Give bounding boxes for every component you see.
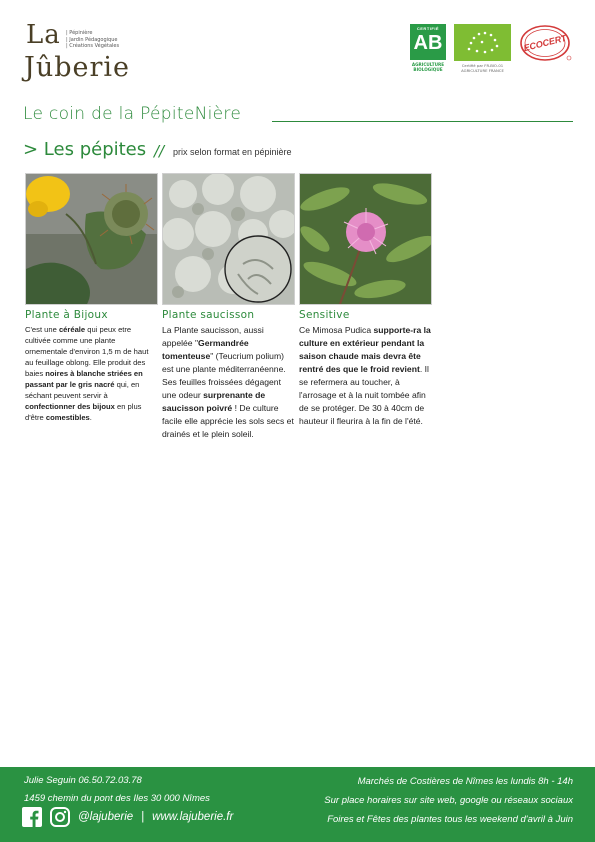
highlight-text: céréale [58,325,86,334]
plant-description [162,324,295,441]
plant-photo [162,173,295,305]
page-title: Le coin de la PépiteNière [23,104,242,124]
logo-tagline: | Créations Végétales [66,43,120,49]
plant-description [299,324,432,428]
website-link[interactable]: www.lajuberie.fr [152,811,234,823]
plant-card [25,173,158,423]
body-text: qui peux etre cultivée comme une plante ornementale d'environ 1,5 m de haut au feuillage oblong. Elle produit des baies [25,325,149,378]
highlight-text: confectionner des bijoux [25,402,115,411]
ab-caption: AGRICULTURE [411,62,445,67]
ab-certification-logo [410,24,446,74]
body-text: . [89,413,92,422]
schedule-line: Marchés de Costières de Nîmes les lundis 8h - 14h [357,776,573,787]
contact-address: 1459 chemin du pont des Iles 30 000 Nîmes [24,793,210,804]
body-text: en plus d'être [25,402,142,422]
ab-caption: BIOLOGIQUE [413,67,443,72]
plant-card [299,173,432,428]
plant-photo [25,173,158,305]
plant-description [25,324,158,423]
plant-name: Sensitive [299,309,350,321]
contact-name-phone: Julie Seguin 06.50.72.03.78 [24,775,142,786]
ab-top-label: CERTIFIÉ [416,26,440,31]
subtitle-separator: // [154,142,165,160]
ecocert-logo [519,24,573,64]
footer [0,767,595,842]
title-divider [272,121,573,122]
logo-tagline: | Pépinière [66,30,93,36]
plant-name: Plante à Bijoux [25,309,108,321]
plant-photo [299,173,432,305]
logo-wordmark-bottom: Jûberie [24,52,130,83]
highlight-text: noires à blanche striées en passant par le gris nacré [25,369,143,389]
logo-tagline: | Jardin Pédagogique [66,36,118,43]
highlight-text: comestibles [45,413,90,422]
footer-social [22,807,233,827]
body-text: " (Teucrium polium) est une plante méditerranéenne. Ses feuilles froissées dégagent une odeur [162,351,286,400]
brand-logo [22,22,137,84]
social-separator: | [141,811,145,823]
body-text: qui, en séchant peuvent servir à [25,380,140,400]
footer-schedule [324,772,573,829]
eu-caption: Certifié par FR-BIO-01 [461,63,504,68]
highlight-text: surprenante de saucisson poivré [162,390,266,413]
plant-card [162,173,295,441]
logo-taglines [66,30,136,50]
ecocert-label: ECOCERT [522,32,568,54]
ab-mark: AB [413,32,443,54]
highlight-text: Germandrée tomenteuse [162,338,249,361]
schedule-line: Sur place horaires sur site web, google ou réseaux sociaux [324,795,573,806]
eu-leaf-icon [463,29,503,57]
highlight-text: supporte-ra la culture en extérieur pendant la saison chaude mais devra ête rentré des que le froid revient [299,325,431,374]
schedule-line: Foires et Fêtes des plantes tous les weekend d'avril à Juin [327,814,573,825]
eu-organic-logo [454,24,511,74]
instagram-icon[interactable] [50,807,70,827]
footer-contact [24,772,210,808]
body-text: C'est une [25,325,59,334]
plant-name: Plante saucisson [162,309,255,321]
logo-wordmark-top: La [26,20,61,50]
price-note: prix selon format en pépinière [173,147,292,157]
social-handle[interactable]: @lajuberie [78,811,134,823]
body-text: La Plante saucisson, aussi appelée " [162,325,264,348]
body-text: ! De culture facile elle apprécie les sols secs et drainés et le plein soleil. [162,403,294,439]
facebook-icon[interactable] [22,807,42,827]
body-text: Ce Mimosa Pudica [299,325,374,335]
section-subtitle: > Les pépites [23,139,147,160]
eu-caption: AGRICULTURE FRANCE [461,67,504,73]
body-text: . Il se refermera au toucher, à l'arrosage et à la nuit tombée afin de se protéger. De 30 à 40cm de hauteur il fleurira à la fin de l'été. [299,364,429,426]
